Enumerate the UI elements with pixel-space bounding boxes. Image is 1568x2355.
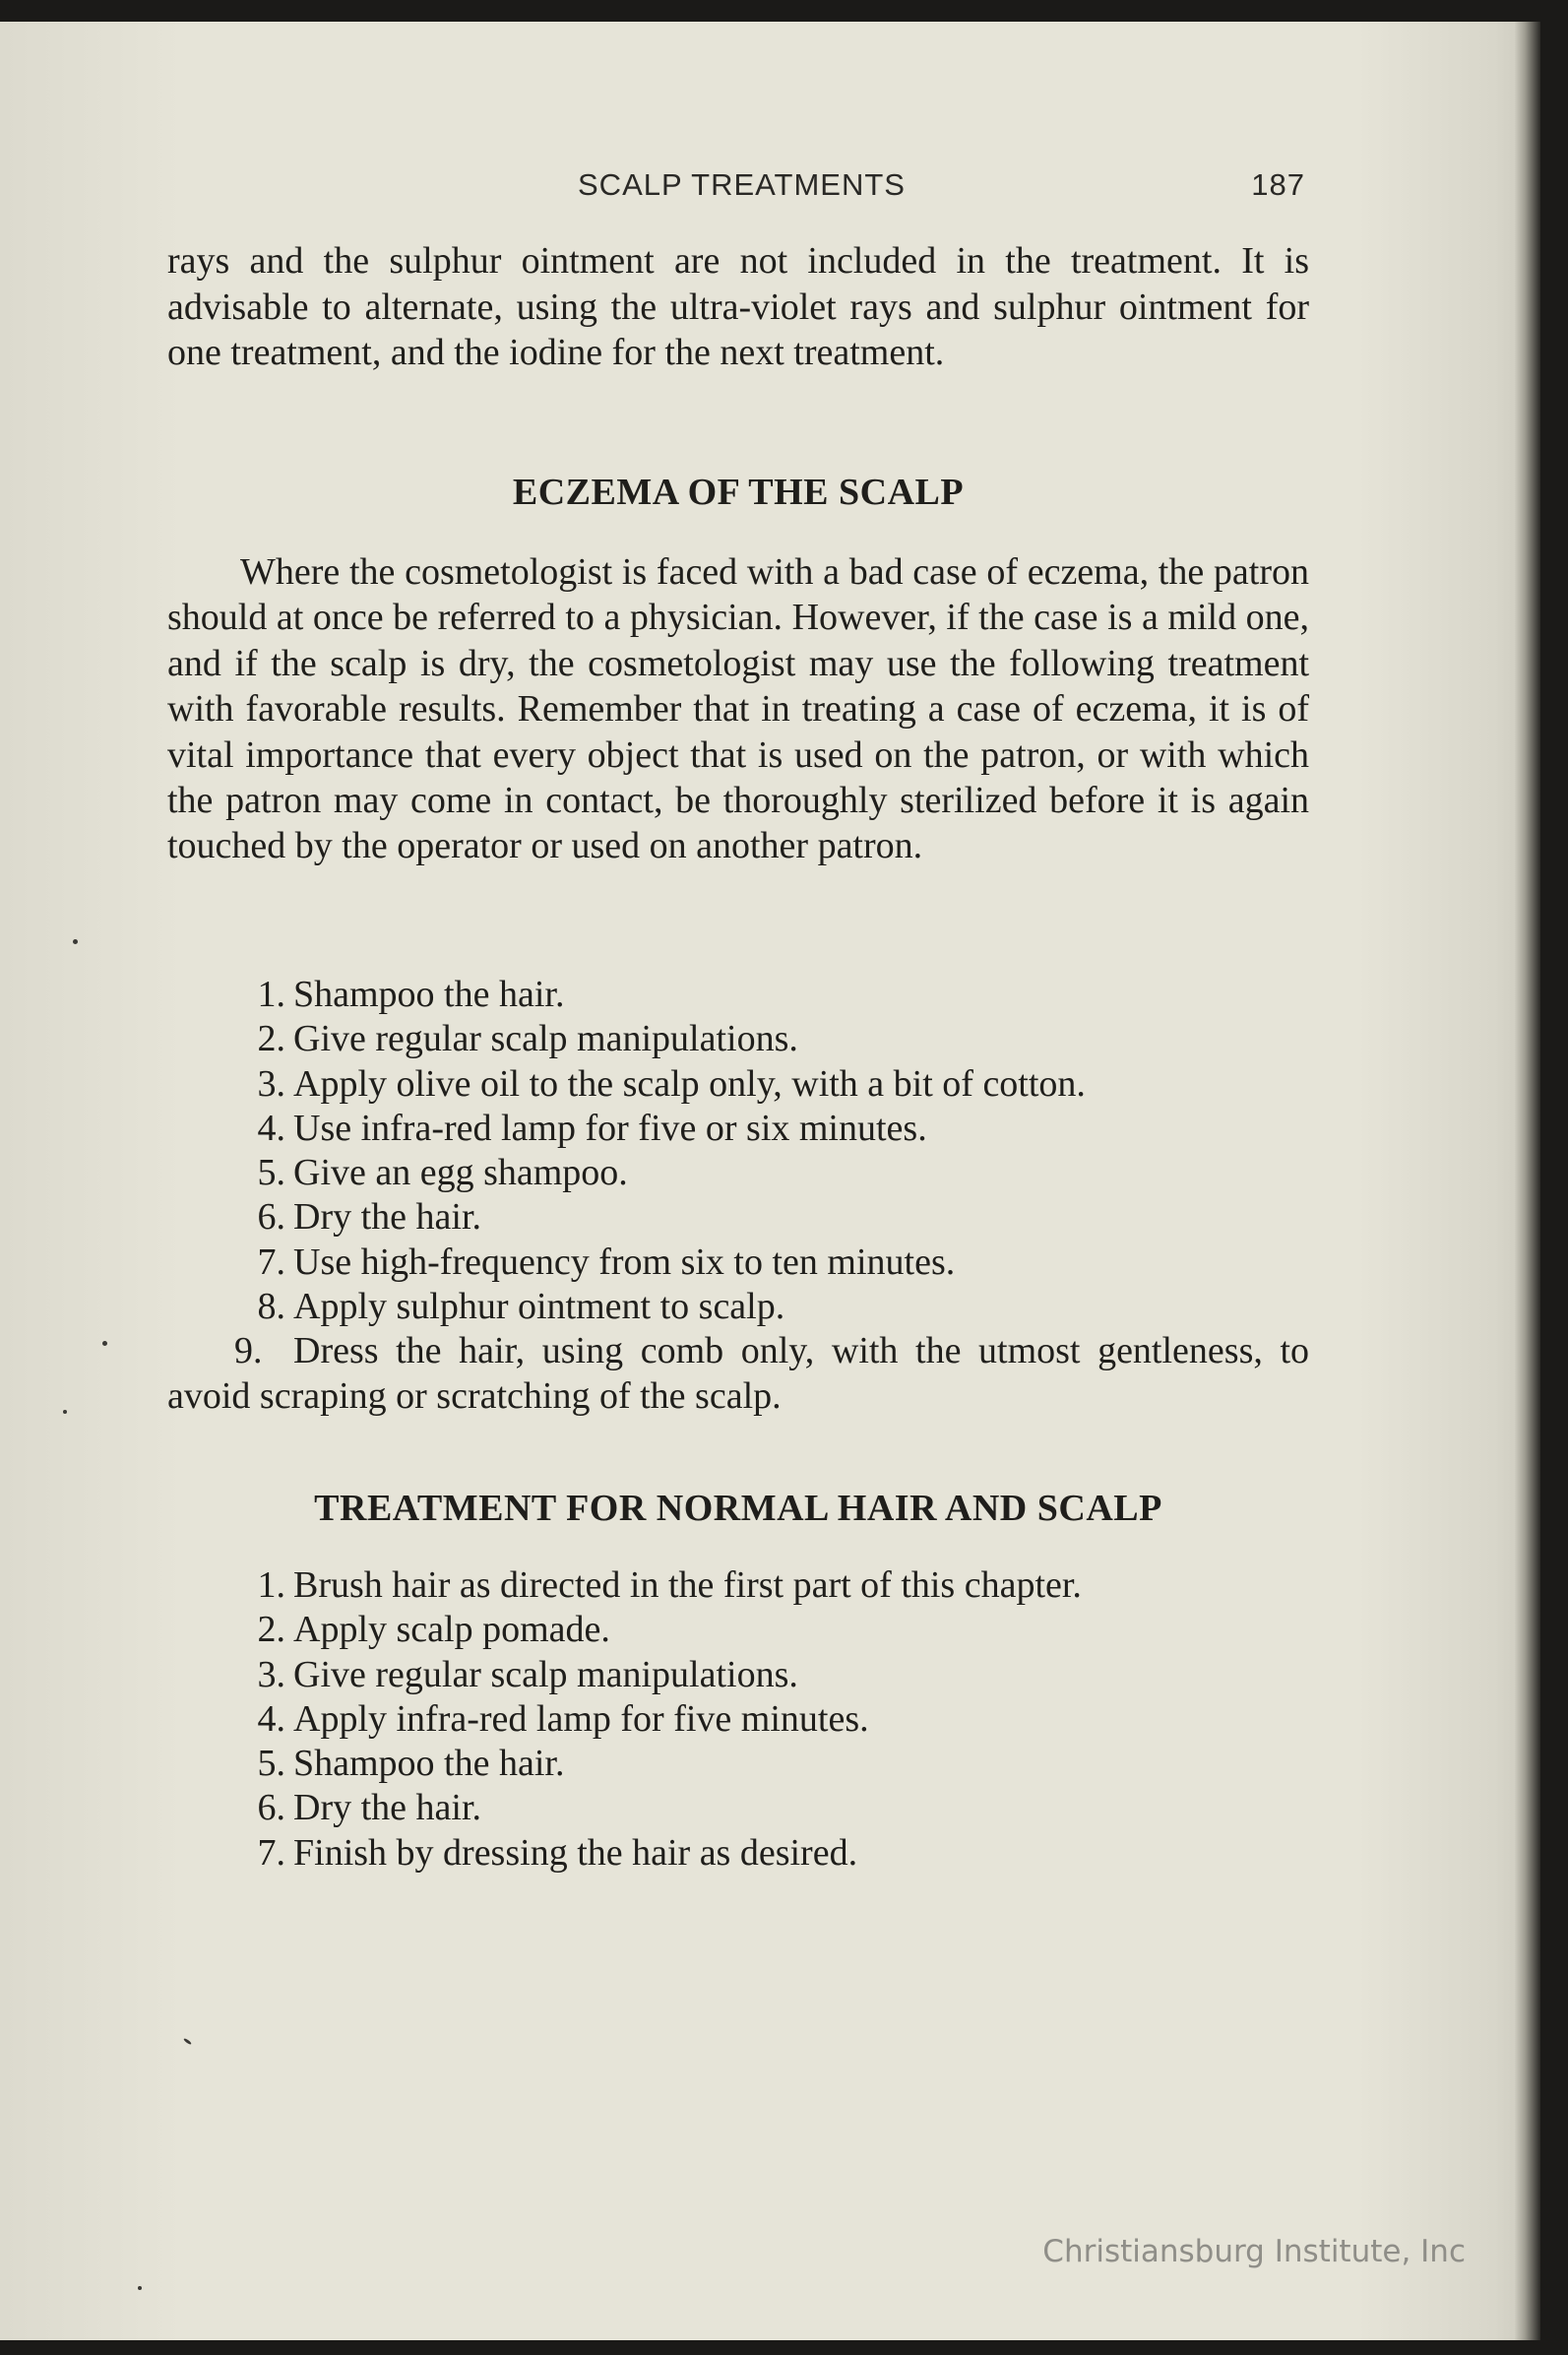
paper-speck	[183, 2038, 192, 2046]
paper-speck	[102, 1341, 107, 1346]
list-item: 3. Apply olive oil to the scalp only, with a bit of cotton.	[257, 1062, 1086, 1105]
running-head-title: SCALP TREATMENTS	[578, 167, 906, 202]
normal-steps-list	[167, 1563, 1309, 1876]
list-item: 2. Apply scalp pomade.	[257, 1609, 610, 1651]
list-item: 6. Dry the hair.	[257, 1787, 482, 1829]
eczema-steps-list	[167, 973, 1309, 1419]
book-spine-shadow	[1515, 22, 1540, 2340]
normal-hair-heading: TREATMENT FOR NORMAL HAIR AND SCALP	[314, 1488, 1162, 1529]
list-item: 7. Finish by dressing the hair as desired.	[257, 1831, 858, 1874]
watermark: Christiansburg Institute, Inc	[1042, 2234, 1466, 2269]
list-item: 6. Dry the hair.	[257, 1196, 482, 1239]
list-item: 4. Use infra-red lamp for five or six minutes.	[257, 1107, 927, 1149]
list-item: 9. Dress the hair, using comb only, with the utmost gentleness, to avoid scraping or scratching of the scalp.	[167, 1330, 1309, 1417]
intro-paragraph: rays and the sulphur ointment are not included in the treatment. It is advisable to alternate, using the ultra-violet rays and sulphur ointment for one treatment, and the iodine for the next treatment.	[167, 240, 1309, 373]
list-item: 8. Apply sulphur ointment to scalp.	[257, 1286, 785, 1328]
list-item: 7. Use high-frequency from six to ten minutes.	[257, 1241, 956, 1283]
list-item: 2. Give regular scalp manipulations.	[257, 1018, 798, 1060]
eczema-paragraph: Where the cosmetologist is faced with a bad case of eczema, the patron should at once be referred to a physician. However, if the case is a mild one, and if the scalp is dry, the cosmetologist may use the following treatment with favorable results. Remember that in treating a case of eczema, it is of vital importance that every object that is used on the patron, or with which the patron may come in contact, be thoroughly sterilized before it is again touched by the operator or used on another patron.	[167, 551, 1309, 867]
paper-speck	[63, 1410, 67, 1414]
page-number: 187	[1251, 167, 1305, 202]
paper-speck	[138, 2286, 142, 2290]
list-item: 1. Brush hair as directed in the first part of this chapter.	[257, 1564, 1082, 1606]
list-item: 5. Shampoo the hair.	[257, 1743, 565, 1785]
book-page	[0, 22, 1540, 2340]
list-item: 1. Shampoo the hair.	[257, 974, 565, 1015]
list-item: 3. Give regular scalp manipulations.	[257, 1653, 798, 1695]
eczema-heading: ECZEMA OF THE SCALP	[512, 472, 965, 513]
paper-speck	[73, 939, 78, 944]
list-item: 5. Give an egg shampoo.	[257, 1152, 628, 1194]
list-item: 4. Apply infra-red lamp for five minutes.	[257, 1697, 869, 1740]
